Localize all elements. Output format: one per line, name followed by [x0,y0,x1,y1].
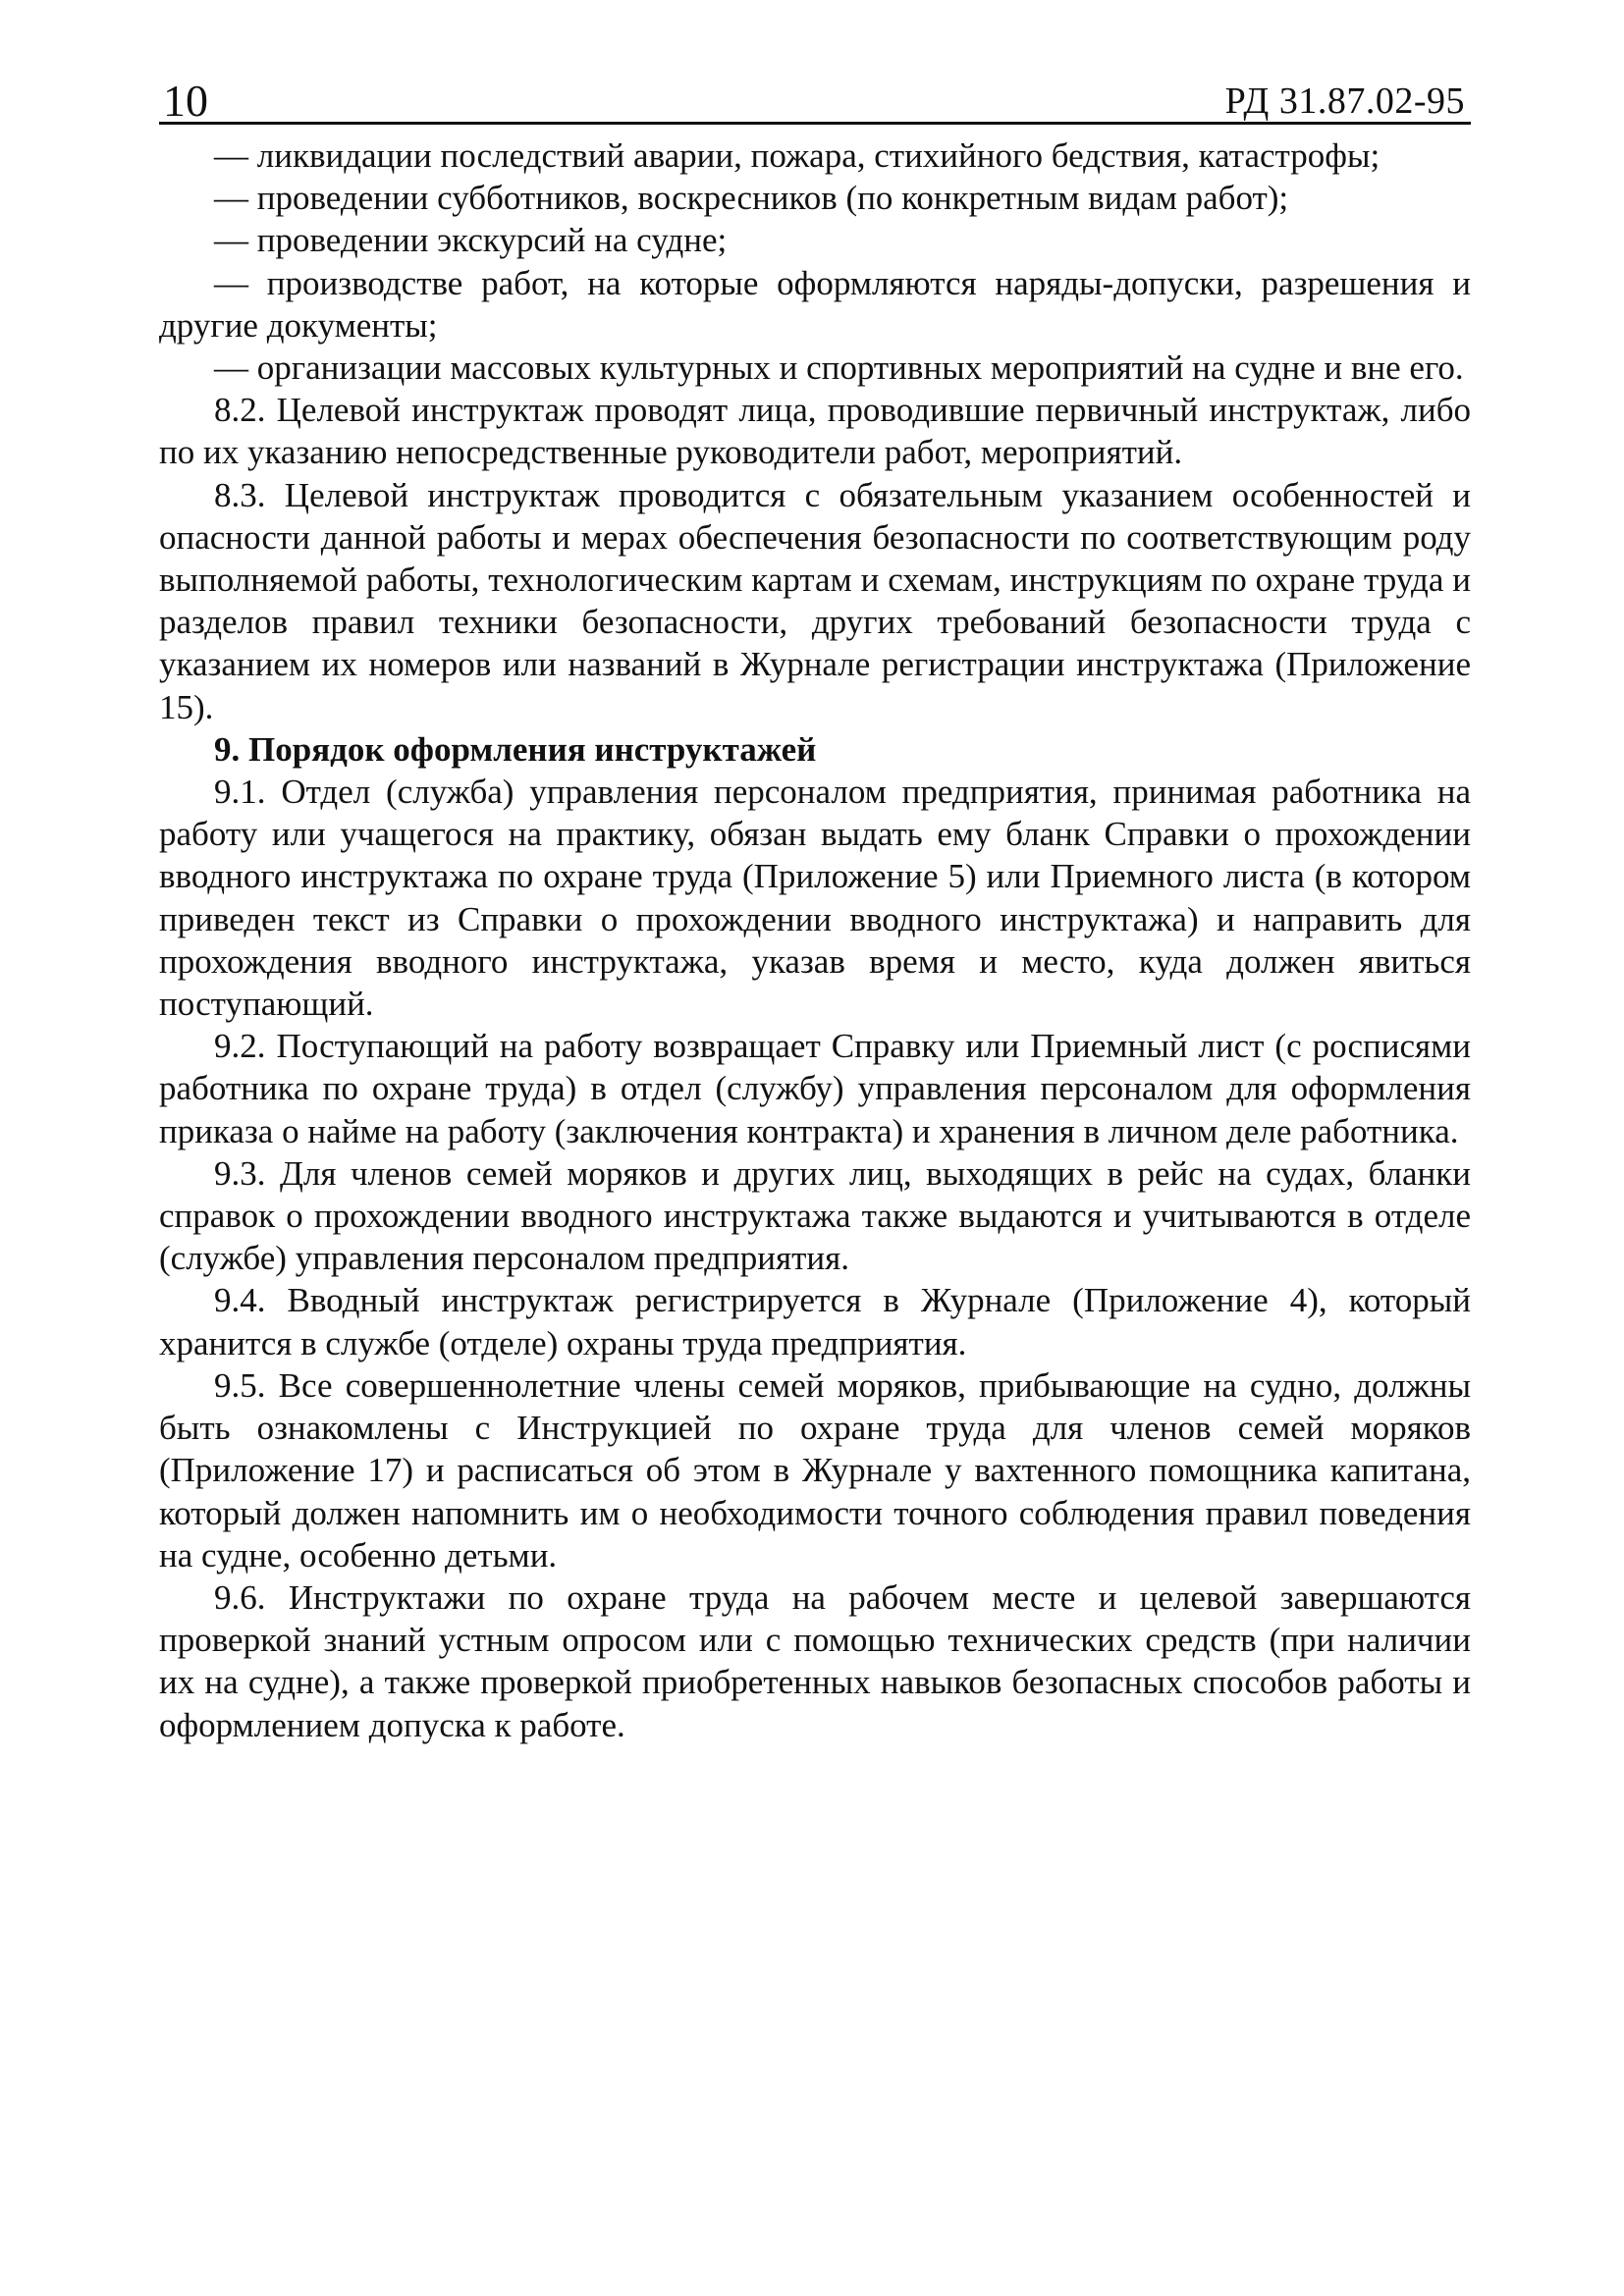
paragraph-9-2: 9.2. Поступающий на работу возвращает Справку или Приемный лист (с росписями работника по охране труда) в отдел (службу) управления персоналом для оформления приказа о найме на работу (заключения контракта) и хранения в личном деле работника. [159,1027,1471,1150]
paragraph-8-3: 8.3. Целевой инструктаж проводится с обязательным указанием особенностей и опасности данной работы и мерах обеспечения безопасности по соответствующим роду выполняемой работы, технологическим картам и схемам, инструкциям по охране труда и разделов правил техники безопасности, других требований безопасности труда с указанием их номеров или названий в Журнале регистрации инструктажа (Приложение 15). [159,475,1471,726]
paragraph-9-5: 9.5. Все совершеннолетние члены семей моряков, прибывающие на судно, должны быть ознакомлены с Инструкцией по охране труда для членов семей моряков (Приложение 17) и расписаться об этом в Журнале у вахтенного помощника капитана, который должен напомнить им о необходимости точного соблюдения правил поведения на судне, особенно детьми. [159,1365,1471,1575]
paragraph-8-2: 8.2. Целевой инструктаж проводят лица, проводившие первичный инструктаж, либо по их указанию непосредственные руководители работ, мероприятий. [159,391,1471,472]
paragraph-list-item: — проведении субботников, воскресников (по конкретным видам работ); [214,179,1289,218]
paragraph-list-item: — производстве работ, на которые оформляются наряды-допуски, разрешения и другие документы; [159,263,1471,345]
body-text [159,134,1471,1746]
paragraph-9-1: 9.1. Отдел (служба) управления персоналом предприятия, принимая работника на работу или учащегося на практику, обязан выдать ему бланк Справки о прохождении вводного инструктажа по охране труда (Приложение 5) или Приемного листа (в котором приведен текст из Справки о прохождении вводного инструктажа) и направить для прохождения вводного инструктажа, указав время и место, куда должен явиться поступающий. [159,773,1471,1024]
paragraph-9-6: 9.6. Инструктажи по охране труда на рабочем месте и целевой завершаются проверкой знаний устным опросом или с помощью технических средств (при наличии их на судне), а также проверкой приобретенных навыков безопасных способов работы и оформлением допуска к работе. [159,1577,1471,1744]
paragraph-9-4: 9.4. Вводный инструктаж регистрируется в Журнале (Приложение 4), который хранится в службе (отделе) охраны труда предприятия. [159,1281,1471,1362]
paragraph-list-item: — ликвидации последствий аварии, пожара, стихийного бедствия, катастрофы; [214,136,1380,175]
section-title: 9. Порядок оформления инструктажей [214,729,817,769]
paragraph-list-item: — организации массовых культурных и спортивных мероприятий на судне и вне его. [214,348,1464,388]
page-number: 10 [163,76,208,126]
document-page [159,59,1471,1746]
paragraph-9-3: 9.3. Для членов семей моряков и других лиц, выходящих в рейс на судах, бланки справок о прохождении вводного инструктажа также выдаются и учитываются в отделе (службе) управления персоналом предприятия. [159,1153,1471,1278]
page-header [159,59,1471,125]
paragraph-list-item: — проведении экскурсий на судне; [214,221,728,260]
document-code: РД 31.87.02-95 [1224,80,1465,122]
